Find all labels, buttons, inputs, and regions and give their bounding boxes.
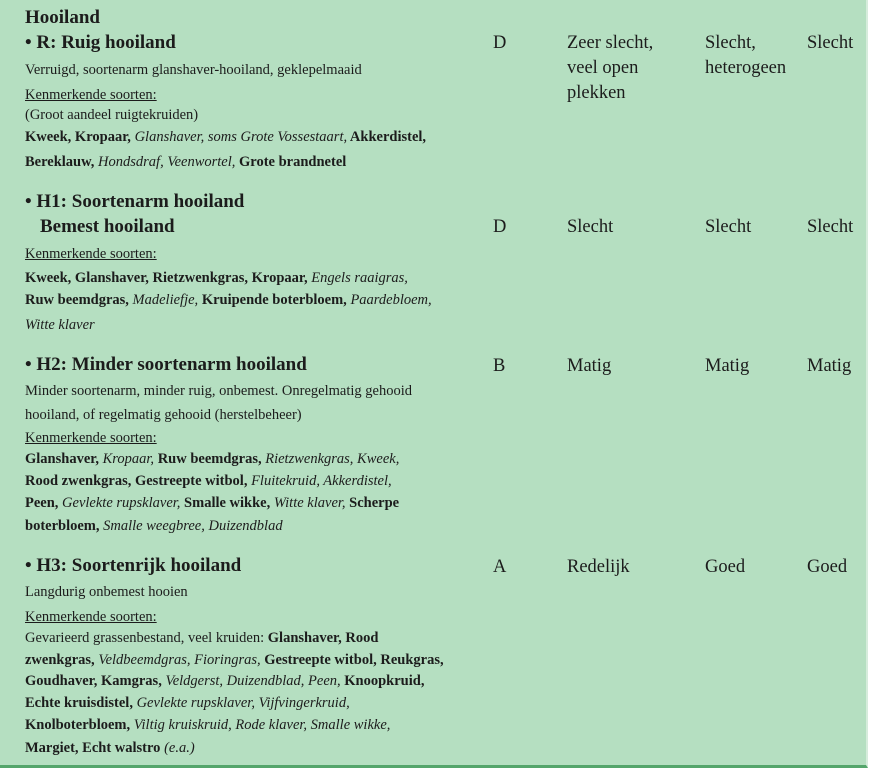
- species-run: Rood zwenkgras, Gestreepte witbol,: [25, 473, 248, 489]
- species-run: Knoopkruid,: [340, 673, 425, 689]
- species-run: Grote brandnetel: [235, 154, 347, 170]
- species-run: boterbloem,: [25, 518, 100, 534]
- species-line: [25, 673, 424, 690]
- species-run: Ruw beemdgras,: [25, 292, 129, 308]
- species-line: [25, 129, 426, 146]
- species-run: Witte klaver: [25, 317, 95, 333]
- species-line: [25, 270, 408, 287]
- species-run: Rietzwenkgras, Kweek,: [261, 451, 400, 467]
- kenmerkend-label: Kenmerkende soorten:: [25, 87, 157, 103]
- species-line: [25, 292, 432, 309]
- species-run: Kweek, Kropaar,: [25, 129, 131, 145]
- species-line: [25, 154, 346, 171]
- row-title: • H2: Minder soortenarm hooiland: [25, 354, 307, 375]
- species-run: Glanshaver, soms Grote Vossestaart,: [130, 129, 348, 145]
- row-description: Verruigd, soortenarm glanshaver-hooiland, geklepelmaaid: [25, 62, 362, 78]
- species-run: Kropaar,: [99, 451, 155, 467]
- species-run: Fluitekruid, Akkerdistel,: [247, 473, 392, 489]
- species-run: Kweek, Glanshaver, Rietzwenkgras, Kropaar,: [25, 270, 308, 286]
- species-run: (e.a.): [160, 740, 195, 756]
- kenmerkend-label: Kenmerkende soorten:: [25, 246, 157, 262]
- species-run: Hondsdraf, Veenwortel,: [94, 154, 236, 170]
- species-line: [25, 473, 392, 490]
- species-run: Gevlekte rupsklaver, Vijfvingerkruid,: [132, 695, 350, 711]
- species-run: Witte klaver,: [270, 495, 346, 511]
- species-run: Glanshaver, Rood: [264, 630, 379, 646]
- row-title: • H3: Soortenrijk hooiland: [25, 555, 242, 576]
- species-run: Peen,: [25, 495, 59, 511]
- row-note: (Groot aandeel ruigtekruiden): [25, 107, 199, 123]
- species-run: Smalle weegbree, Duizendblad: [99, 518, 283, 534]
- species-line: [25, 495, 399, 512]
- row-title-line-2: Bemest hooiland: [40, 216, 175, 237]
- status-code: D: [493, 217, 507, 237]
- species-run: Echte kruisdistel,: [25, 695, 133, 711]
- rating-col-3: Slecht: [807, 33, 854, 53]
- species-run: Gevlekte rupsklaver,: [58, 495, 181, 511]
- species-run: Gestreepte witbol, Reukgras,: [260, 652, 444, 668]
- row-description: Minder soortenarm, minder ruig, onbemest. Onregelmatig gehooid: [25, 383, 412, 399]
- species-run: Kruipende boterbloem,: [198, 292, 347, 308]
- species-run: Smalle wikke,: [180, 495, 271, 511]
- kenmerkend-label: Kenmerkende soorten:: [25, 430, 157, 446]
- kenmerkend-label: Kenmerkende soorten:: [25, 609, 157, 625]
- row-title: • H1: Soortenarm hooiland: [25, 191, 245, 212]
- row-description: Langdurig onbemest hooien: [25, 584, 188, 600]
- rating-col-1: Matig: [567, 356, 612, 376]
- row-description: hooiland, of regelmatig gehooid (herstelbeheer): [25, 407, 302, 423]
- species-line: [25, 740, 195, 757]
- rating-col-3: Matig: [807, 356, 852, 376]
- section-title: Hooiland: [25, 7, 100, 28]
- rating-col-3: Goed: [807, 557, 848, 577]
- species-run: Bereklauw,: [25, 154, 95, 170]
- species-run: Margiet, Echt walstro: [25, 740, 161, 756]
- species-line: [25, 652, 444, 669]
- rating-col-2: Matig: [705, 356, 750, 376]
- species-line: [25, 717, 390, 734]
- species-run: Viltig kruiskruid, Rode klaver, Smalle wikke,: [130, 717, 391, 733]
- species-run: Scherpe: [345, 495, 400, 511]
- species-run: Veldgerst, Duizendblad, Peen,: [161, 673, 341, 689]
- row-title: • R: Ruig hooiland: [25, 32, 176, 53]
- species-run: zwenkgras,: [25, 652, 95, 668]
- species-run: Ruw beemdgras,: [154, 451, 262, 467]
- species-line: [25, 518, 283, 535]
- species-line: [25, 630, 378, 647]
- species-run: Engels raaigras,: [307, 270, 408, 286]
- species-run: Veldbeemdgras, Fioringras,: [94, 652, 261, 668]
- species-run: Akkerdistel,: [347, 129, 427, 145]
- status-code: A: [493, 557, 507, 577]
- species-run: Gevarieerd grassenbestand, veel kruiden:: [25, 630, 265, 646]
- rating-col-1: Slecht: [567, 217, 614, 237]
- species-run: Goudhaver, Kamgras,: [25, 673, 162, 689]
- species-run: Paardebloem,: [346, 292, 432, 308]
- species-run: Knolboterbloem,: [25, 717, 131, 733]
- status-code: B: [493, 356, 506, 376]
- rating-col-2: Slecht: [705, 217, 752, 237]
- rating-col-2: Goed: [705, 557, 746, 577]
- species-line: [25, 451, 399, 468]
- rating-col-1: Redelijk: [567, 557, 630, 577]
- species-run: Madeliefje,: [128, 292, 199, 308]
- species-run: Glanshaver,: [25, 451, 99, 467]
- rating-col-2: Slecht, heterogeen: [705, 33, 787, 78]
- species-line: [25, 695, 350, 712]
- rating-col-1: Zeer slecht, veel open plekken: [567, 33, 654, 103]
- status-code: D: [493, 33, 507, 53]
- rating-col-3: Slecht: [807, 217, 854, 237]
- species-line: [25, 317, 95, 334]
